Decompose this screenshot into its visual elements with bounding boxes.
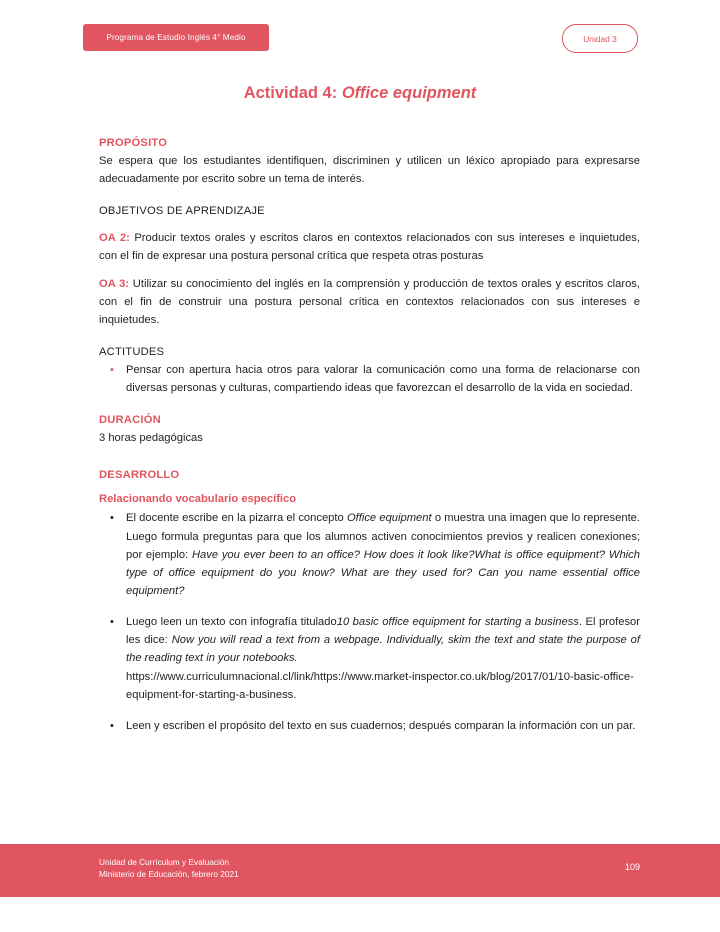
bullet2-part-b: . El profesor les dice: xyxy=(126,616,640,647)
bullet1-italic-questions: Have you ever been to an office? How does it look like?What is office equipment? Which type of office equipment do you know? What are they used for? Can you name essential office equipment? xyxy=(126,548,640,597)
oa3-paragraph xyxy=(99,275,640,329)
bullet-dot-icon: • xyxy=(110,616,114,629)
spacer xyxy=(99,447,640,469)
program-header-label: Programa de Estudio Inglés 4° Medio xyxy=(106,33,246,42)
page-number: 109 xyxy=(624,862,640,872)
oa3-text: Utilizar su conocimiento del inglés en la comprensión y producción de textos orales y escritos claros, con el fin de construir una postura personal crítica en contextos relacionados con sus intereses e inquietudes. xyxy=(99,277,641,326)
oa2-text: Producir textos orales y escritos claros en contextos relacionados con sus intereses e inquietudes, con el fin de expresar una postura personal crítica que respeta otras posturas xyxy=(99,232,641,263)
section-heading-objetivos: OBJETIVOS DE APRENDIZAJE xyxy=(99,205,265,218)
bullet2-italic-title: 10 basic office equipment for starting a business xyxy=(336,616,579,629)
footer-credits xyxy=(99,856,239,880)
list-item xyxy=(99,717,640,735)
bullet2-part-a: Luego leen un texto con infografía titulado xyxy=(126,616,337,629)
bullet1-italic-concept: Office equipment xyxy=(346,512,432,525)
list-item xyxy=(99,361,640,397)
duracion-text: 3 horas pedagógicas xyxy=(99,432,203,445)
spacer xyxy=(99,220,640,229)
footer-line-2: Ministerio de Educación, febrero 2021 xyxy=(99,868,239,879)
list-item xyxy=(99,509,640,600)
bullet-dot-icon: • xyxy=(110,512,114,525)
oa2-paragraph xyxy=(99,229,640,265)
proposito-text: Se espera que los estudiantes identifiquen, discriminen y utilicen un léxico apropiado para expresarse adecuadamente por escrito sobre un tema de interés. xyxy=(99,155,640,186)
actitudes-list xyxy=(99,361,640,397)
bullet2-url[interactable]: https://www.curriculumnacional.cl/link/https://www.market-inspector.co.uk/blog/2017/01/10-basic-office-equipment-for-starting-a-business. xyxy=(126,670,634,701)
spacer xyxy=(99,484,640,493)
oa3-label: OA 3: xyxy=(99,277,130,290)
desarrollo-list xyxy=(99,509,640,735)
bullet-dot-icon: • xyxy=(110,719,114,732)
section-heading-proposito: PROPÓSITO xyxy=(99,137,168,149)
spacer xyxy=(99,329,640,346)
activity-title-prefix: Actividad 4: xyxy=(243,84,342,102)
footer-line-1: Unidad de Currículum y Evaluación xyxy=(99,856,230,867)
spacer xyxy=(99,266,640,275)
activity-title-topic: Office equipment xyxy=(341,84,477,102)
unit-badge-label: Unidad 3 xyxy=(583,33,617,44)
spacer xyxy=(99,397,640,414)
spacer xyxy=(99,188,640,205)
bullet-dot-icon: • xyxy=(110,363,114,376)
actitudes-item-text: Pensar con apertura hacia otros para valorar la comunicación como una forma de relacionarse con diversas personas y culturas, compartiendo ideas que favorezcan el desarrollo de la vida en sociedad. xyxy=(126,363,640,395)
program-header-banner xyxy=(83,24,269,51)
oa2-label: OA 2: xyxy=(99,232,130,245)
page-title xyxy=(0,84,720,103)
section-heading-actitudes: ACTITUDES xyxy=(99,345,165,358)
subheading-vocabulario: Relacionando vocabulario específico xyxy=(99,493,297,506)
bullet1-part-a: El docente escribe en la pizarra el concepto xyxy=(126,512,347,525)
unit-badge xyxy=(562,24,638,53)
document-body xyxy=(99,137,640,735)
bullet2-italic-instruction: Now you will read a text from a webpage. Individually, skim the text and state the purpose of the reading text in your notebooks. xyxy=(126,634,640,665)
list-item xyxy=(99,613,640,704)
section-heading-desarrollo: DESARROLLO xyxy=(99,469,180,482)
bullet1-part-b: o muestra una imagen que lo represente. Luego formula preguntas para que los alumnos activen conocimientos previos y realicen conexiones; por ejemplo: xyxy=(126,512,641,561)
bullet3-text: Leen y escriben el propósito del texto en sus cuadernos; después comparan la información con un par. xyxy=(126,719,636,732)
section-heading-duracion: DURACIÓN xyxy=(99,414,161,427)
